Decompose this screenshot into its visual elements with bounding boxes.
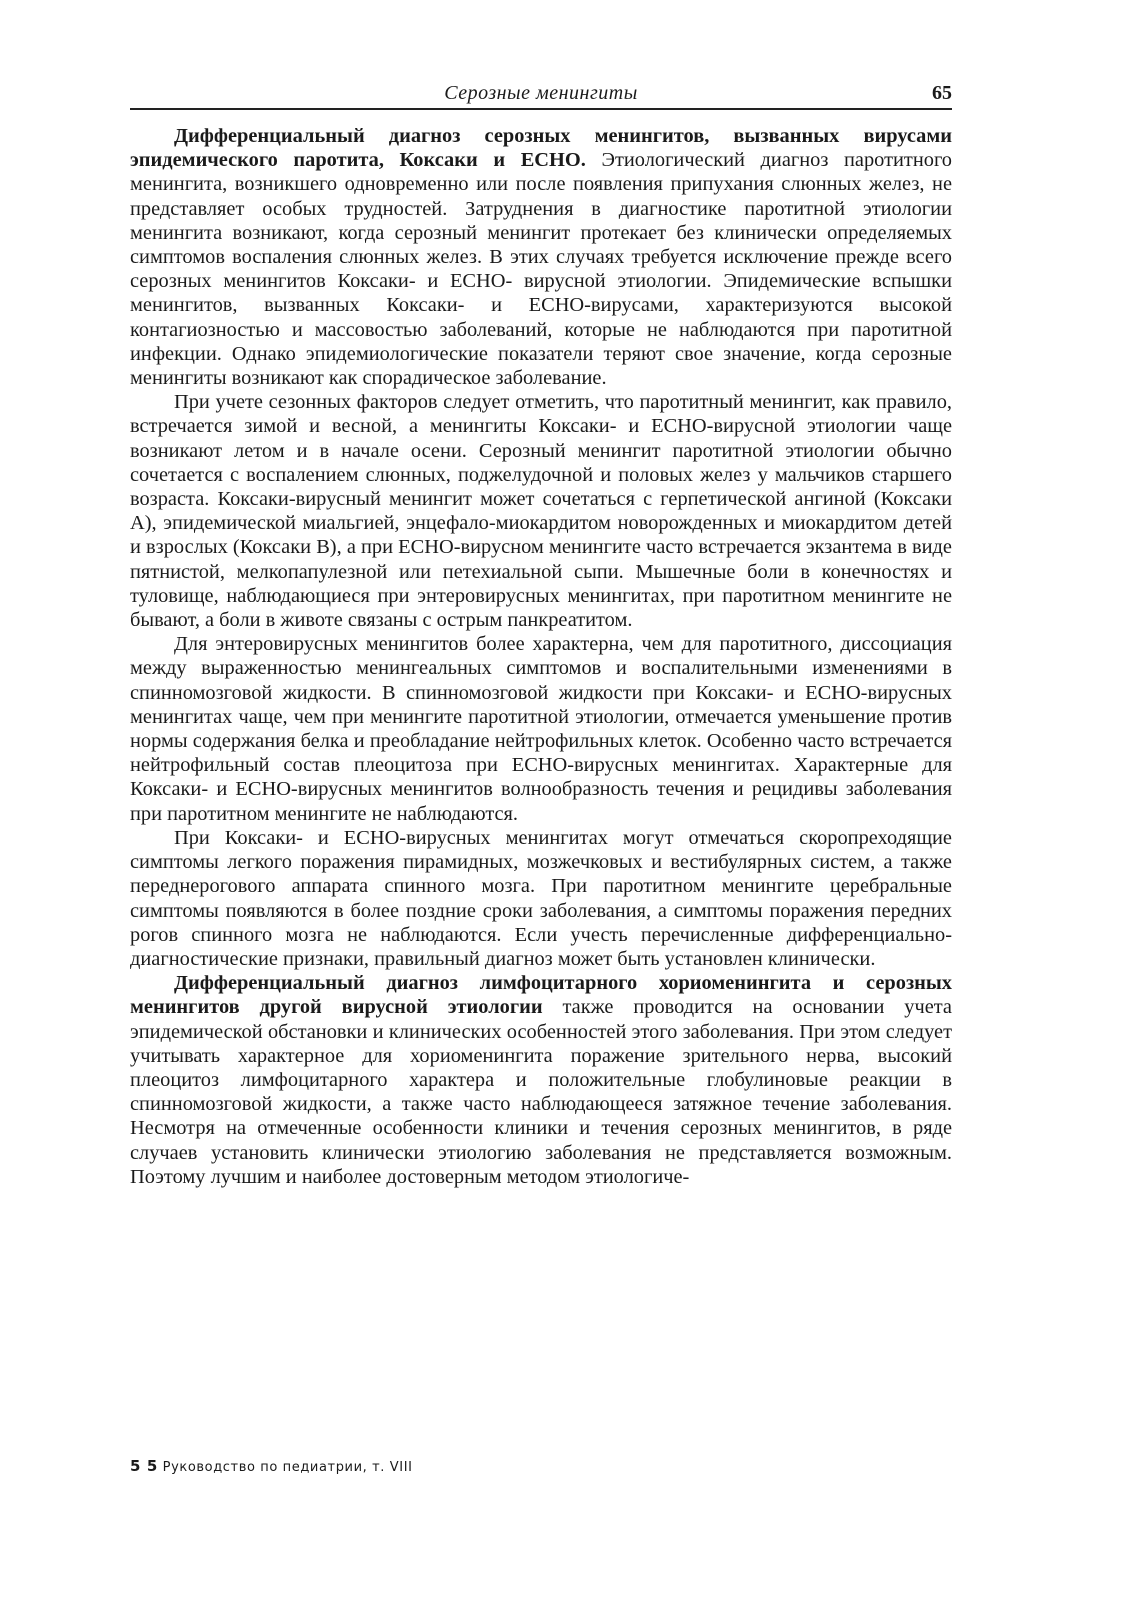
book-page (130, 78, 952, 1189)
paragraph-heading: Дифференциальный диагноз лимфоцитарного хориоменингита и серозных менингитов другой вирусной этиологии (130, 972, 952, 1019)
paragraph (130, 826, 952, 971)
body-text (130, 124, 952, 1189)
running-header (130, 78, 952, 110)
paragraph-text: Этиологический диагноз паротитного менингита, возникшего одновременно или после появления припухания слюнных желез, не представляет особых трудностей. Затруднения в диагностике паротитной этиологии менингита возникают, когда серозный менингит протекает без клинически определяемых симптомов воспаления слюнных желез. В этих случаях требуется исключение прежде всего серозных менингитов Коксаки- и ЕСНО- вирусной этиологии. Эпидемические вспышки менингитов, вызванных Коксаки- и ЕСНО-вирусами, характеризуются высокой контагиозностью и массовостью заболеваний, которые не наблюдаются при паротитной инфекции. Однако эпидемиологические показатели теряют свое значение, когда серозные менингиты возникают как спорадическое заболевание. (130, 149, 952, 390)
signature-footer (130, 1457, 413, 1475)
paragraph-text: Для энтеровирусных менингитов более характерна, чем для паротитного, диссоциация между выраженностью менингеальных симптомов и воспалительными изменениями в спинномозговой жидкости. В спинномозговой жидкости при Коксаки- и ЕСНО-вирусных менингитах чаще, чем при менингите паротитной этиологии, отмечается уменьшение против нормы содержания белка и преобладание нейтрофильных клеток. Особенно часто встречается нейтрофильный состав плеоцитоза при ЕСНО-вирусных менингитах. Характерные для Коксаки- и ЕСНО-вирусных менингитов волнообразность течения и рецидивы заболевания при паротитном менингите не наблюдаются. (130, 633, 952, 825)
paragraph (130, 124, 952, 390)
paragraph-text: При Коксаки- и ЕСНО-вирусных менингитах могут отмечаться скоропреходящие симптомы легкого поражения пирамидных, мозжечковых и вестибулярных систем, а также переднерогового аппарата спинного мозга. При паротитном менингите церебральные симптомы появляются в более поздние сроки заболевания, а симптомы поражения передних рогов спинного мозга не наблюдаются. Если учесть перечисленные дифференциально-диагностические признаки, правильный диагноз может быть установлен клинически. (130, 826, 952, 970)
page-number: 65 (932, 82, 952, 104)
printer-signature: 5 5 (130, 1457, 158, 1475)
paragraph (130, 390, 952, 632)
paragraph-heading: Дифференциальный диагноз серозных менингитов, вызванных вирусами эпидемического паротита, Коксаки и ЕСНО. (130, 125, 952, 172)
paragraph-text: также проводится на основании учета эпидемической обстановки и клинических особенностей этого заболевания. При этом следует учитывать характерное для хориоменингита поражение зрительного нерва, высокий плеоцитоз лимфоцитарного характера и положительные глобулиновые реакции в спинномозговой жидкости, а также часто наблюдающееся затяжное течение заболевания. Несмотря на отмеченные особенности клиники и течения серозных менингитов, в ряде случаев установить клинически этиологию заболевания не представляется возможным. Поэтому лучшим и наиболее достоверным методом этиологиче- (130, 996, 952, 1188)
running-title: Серозные менингиты (444, 82, 638, 104)
paragraph-text: При учете сезонных факторов следует отметить, что паротитный менингит, как правило, встречается зимой и весной, а менингиты Коксаки- и ЕСНО-вирусной этиологии чаще возникают летом и в начале осени. Серозный менингит паротитной этиологии обычно сочетается с воспалением слюнных, поджелудочной и половых желез у мальчиков старшего возраста. Коксаки-вирусный менингит может сочетаться с герпетической ангиной (Коксаки А), эпидемической миальгией, энцефало-миокардитом новорожденных и миокардитом детей и взрослых (Коксаки В), а при ЕСНО-вирусном менингите часто встречается экзантема в виде пятнистой, мелкопапулезной или петехиальной сыпи. Мышечные боли в конечностях и туловище, наблюдающиеся при энтеровирусных менингитах, при паротитном менингите не бывают, а боли в животе связаны с острым панкреатитом. (130, 391, 952, 632)
paragraph (130, 632, 952, 826)
book-title: Руководство по педиатрии, т. VIII (162, 1460, 413, 1475)
paragraph (130, 971, 952, 1189)
